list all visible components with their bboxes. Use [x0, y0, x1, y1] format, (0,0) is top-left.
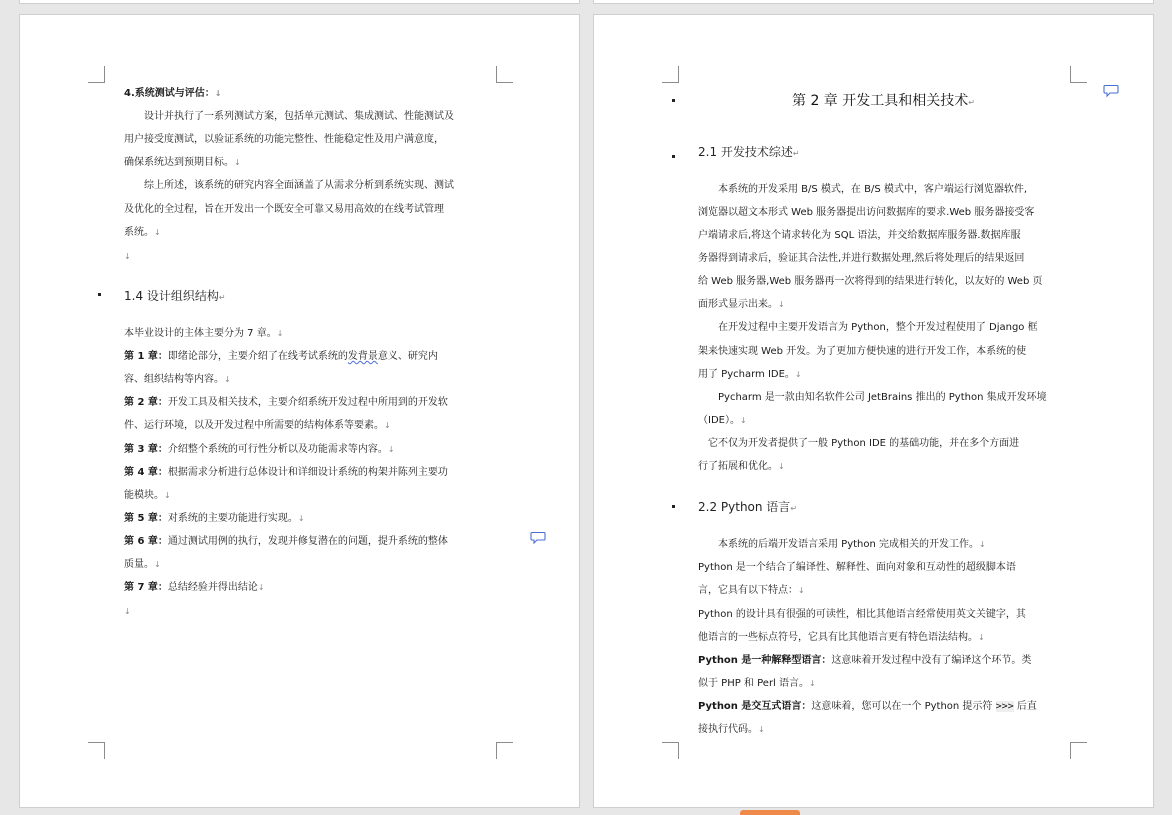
crop-mark-bottom-left: [88, 742, 105, 759]
section-4-title: 4.系统测试与评估：↓: [124, 88, 222, 99]
comment-icon[interactable]: [1103, 84, 1119, 98]
sec4-para-line-3: 确保系统达到预期目标。↓: [124, 157, 241, 168]
chapter-1-line-1: 第 1 章：即绪论部分，主要介绍了在线考试系统的发背景意义、研究内: [124, 351, 438, 362]
heading-bullet: [98, 293, 101, 296]
summary-line-1: 综上所述，该系统的研究内容全面涵盖了从需求分析到系统实现、测试: [144, 180, 454, 191]
heading-1-4: 1.4 设计组织结构↵: [124, 289, 226, 303]
bs-para-line-1: 本系统的开发采用 B/S 模式，在 B/S 模式中，客户端运行浏览器软件,: [718, 184, 1028, 195]
crop-mark-top-left: [88, 66, 105, 83]
crop-mark-top-left: [662, 66, 679, 83]
previous-page-strip-right: [593, 0, 1154, 4]
python-para-line-3: 用了 Pycharm IDE。↓: [698, 369, 802, 380]
python-para-line-2: 架来快速实现 Web 开发。为了更加方便快速的进行开发工作，本系统的使: [698, 346, 1027, 357]
chapter-6-line-2: 质量。↓: [124, 559, 161, 570]
pycharm-line-2: （IDE）。↓: [698, 415, 747, 426]
structure-intro: 本毕业设计的主体主要分为 7 章。↓: [124, 328, 284, 339]
document-page-right[interactable]: [593, 14, 1154, 808]
chapter-4-line-1: 第 4 章：根据需求分析进行总体设计和详细设计系统的构架并陈列主要功: [124, 467, 448, 478]
chapter-4-line-2: 能模块。↓: [124, 490, 171, 501]
heading-bullet-2-2: [672, 505, 675, 508]
python-desc-line-1: Python 是一个结合了编译性、解释性、面向对象和互动性的超级脚本语: [698, 562, 1016, 573]
pycharm-line-4: 行了拓展和优化。↓: [698, 461, 785, 472]
spelling-flag: 发背景: [347, 351, 378, 362]
bs-para-line-4: 务器得到请求后，验证其合法性,并进行数据处理,然后将处理后的结果返回: [698, 253, 1025, 264]
pycharm-line-1: Pycharm 是一款由知名软件公司 JetBrains 推出的 Python 集成开发环境: [718, 392, 1047, 403]
previous-page-strip-left: [19, 0, 580, 4]
chapter-1-line-2: 容、组织结构等内容。↓: [124, 374, 231, 385]
heading-bullet-2-1: [672, 155, 675, 158]
chapter-title: 第 2 章 开发工具和相关技术↵: [792, 93, 975, 109]
summary-line-2: 及优化的全过程，旨在开发出一个既安全可靠又易用高效的在线考试管理: [124, 204, 444, 215]
interpreted-line-2: 似于 PHP 和 Perl 语言。↓: [698, 678, 816, 689]
sec4-para-line-2: 用户接受度测试，以验证系统的功能完整性、性能稳定性及用户满意度，: [124, 134, 444, 145]
chapter-2-line-2: 件、运行环境，以及开发过程中所需要的结构体系等要素。↓: [124, 420, 391, 431]
summary-line-3: 系统。↓: [124, 227, 161, 238]
heading-2-2: 2.2 Python 语言↵: [698, 500, 798, 514]
empty-paragraph-mark-end: ↓: [124, 607, 131, 616]
chapter-3-line-1: 第 3 章：介绍整个系统的可行性分析以及功能需求等内容。↓: [124, 444, 395, 455]
bs-para-line-5: 给 Web 服务器,Web 服务器再一次将得到的结果进行转化，以友好的 Web 页: [698, 276, 1043, 287]
empty-paragraph-mark: ↓: [124, 252, 131, 261]
pycharm-line-3: 它不仅为开发者提供了一般 Python IDE 的基础功能，并在多个方面进: [708, 438, 1020, 449]
readability-line-2: 他语言的一些标点符号，它具有比其他语言更有特色语法结构。↓: [698, 632, 985, 643]
chapter-2-line-1: 第 2 章：开发工具及相关技术，主要介绍系统开发过程中所用到的开发软: [124, 397, 448, 408]
chapter-6-line-1: 第 6 章：通过测试用例的执行，发现并修复潜在的问题，提升系统的整体: [124, 536, 448, 547]
python-para-line-1: 在开发过程中主要开发语言为 Python，整个开发过程使用了 Django 框: [718, 322, 1038, 333]
chapter-bullet: [672, 99, 675, 102]
interactive-line-1: Python 是交互式语言：这意味着，您可以在一个 Python 提示符 >>> 后直: [698, 701, 1037, 712]
crop-mark-top-right: [496, 66, 513, 83]
readability-line-1: Python 的设计具有很强的可读性，相比其他语言经常使用英文关键字，其: [698, 609, 1026, 620]
python-desc-line-2: 言，它具有以下特点：↓: [698, 585, 805, 596]
heading-2-1: 2.1 开发技术综述↵: [698, 145, 800, 159]
document-page-left[interactable]: [19, 14, 580, 808]
bs-para-line-6: 面形式显示出来。↓: [698, 299, 785, 310]
comment-icon[interactable]: [530, 531, 546, 545]
crop-mark-bottom-right: [1070, 742, 1087, 759]
chapter-7-line-1: 第 7 章：总结经验并得出结论↓: [124, 582, 265, 593]
bs-para-line-2: 浏览器以超文本形式 Web 服务器提出访问数据库的要求.Web 服务器接受客: [698, 207, 1035, 218]
interpreted-line-1: Python 是一种解释型语言：这意味着开发过程中没有了编译这个环节。类: [698, 655, 1032, 666]
chapter-5-line-1: 第 5 章：对系统的主要功能进行实现。↓: [124, 513, 305, 524]
interactive-line-2: 接执行代码。↓: [698, 724, 765, 735]
code-prompt: >>>: [995, 701, 1014, 712]
bs-para-line-3: 户端请求后,将这个请求转化为 SQL 语法，并交给数据库服务器.数据库服: [698, 230, 1021, 241]
backend-para: 本系统的后端开发语言采用 Python 完成相关的开发工作。↓: [718, 539, 986, 550]
crop-mark-top-right: [1070, 66, 1087, 83]
crop-mark-bottom-right: [496, 742, 513, 759]
sec4-para-line-1: 设计并执行了一系列测试方案，包括单元测试、集成测试、性能测试及: [144, 111, 454, 122]
scroll-accent-bar: [740, 810, 800, 815]
crop-mark-bottom-left: [662, 742, 679, 759]
